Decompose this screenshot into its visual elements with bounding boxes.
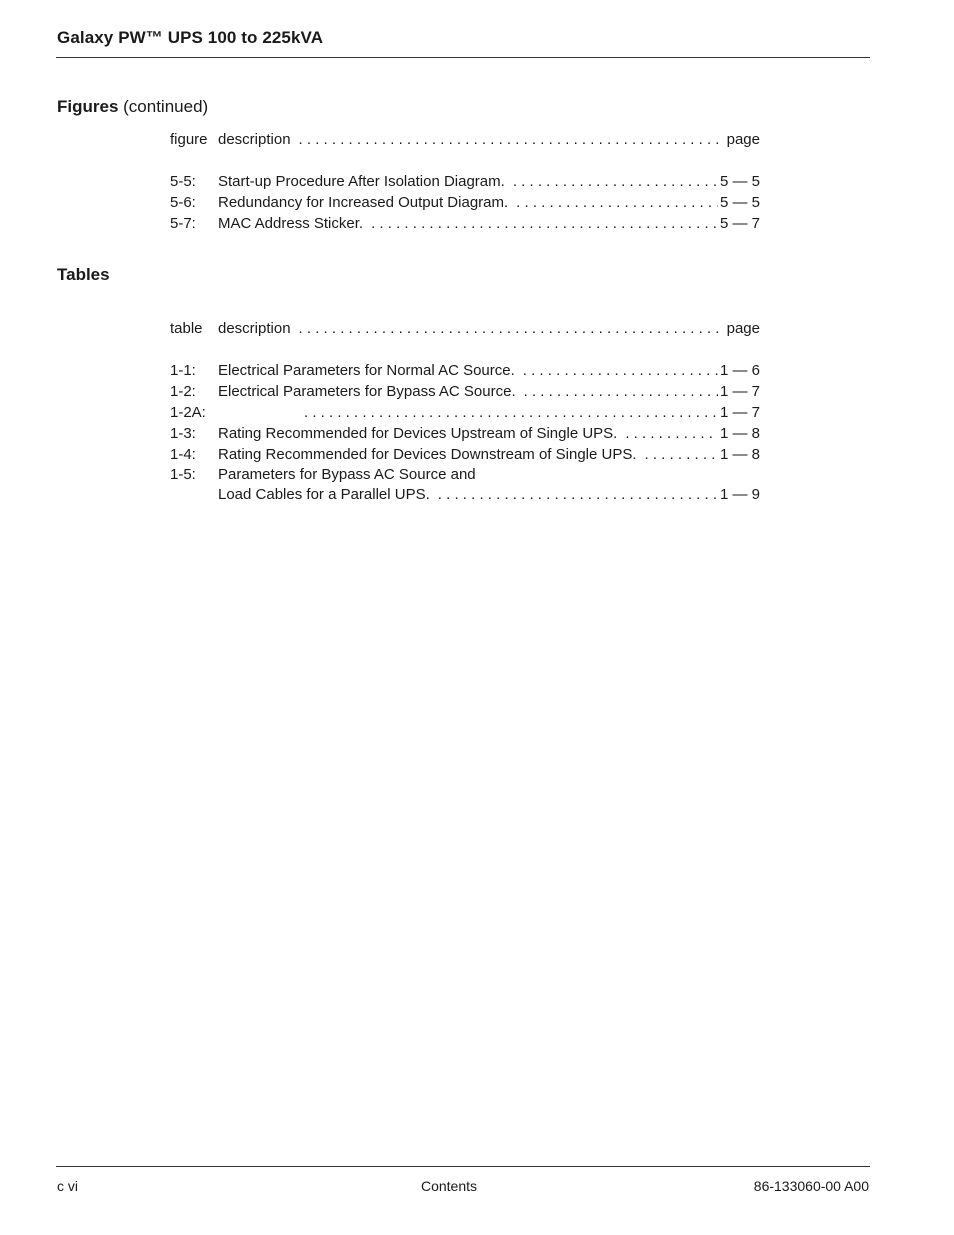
- entry-page: 1 — 9: [719, 486, 760, 503]
- tables-section-title: [57, 265, 110, 285]
- figures-heading: Figures: [57, 97, 119, 116]
- leader-dots: [299, 129, 725, 150]
- entry-number: 1-4:: [170, 446, 196, 463]
- col-description-label: description: [218, 320, 291, 337]
- col-figure-label: figure: [170, 131, 208, 148]
- leader-dots: [625, 423, 718, 444]
- header-rule: [56, 57, 870, 58]
- leader-dots: [513, 171, 718, 192]
- toc-entry[interactable]: [170, 192, 760, 213]
- footer-page-number: c vi: [57, 1178, 78, 1194]
- leader-dots: [371, 213, 718, 234]
- leader-dots: [523, 360, 718, 381]
- tables-toc: [170, 318, 760, 505]
- toc-entry[interactable]: [170, 402, 760, 423]
- entry-description: MAC Address Sticker.: [218, 215, 364, 232]
- entry-page: 5 — 7: [719, 215, 760, 232]
- toc-entry-continuation[interactable]: [170, 484, 760, 505]
- entry-number: 1-3:: [170, 425, 196, 442]
- entry-description: Rating Recommended for Devices Downstream of Single UPS.: [218, 446, 637, 463]
- entry-number: 1-1:: [170, 362, 196, 379]
- footer-document-number: 86-133060-00 A00: [753, 1178, 869, 1194]
- entry-page: 1 — 6: [719, 362, 760, 379]
- figures-column-header: [170, 129, 760, 150]
- leader-dots: [516, 192, 718, 213]
- entry-number: 1-5:: [170, 466, 196, 483]
- toc-entry[interactable]: [170, 444, 760, 465]
- footer-section-name: Contents: [420, 1178, 478, 1194]
- col-table-label: table: [170, 320, 203, 337]
- leader-dots: [645, 444, 718, 465]
- entry-description: Load Cables for a Parallel UPS.: [218, 486, 430, 503]
- entry-description: Rating Recommended for Devices Upstream of Single UPS.: [218, 425, 618, 442]
- entry-page: 1 — 7: [719, 404, 760, 421]
- entry-description: Electrical Parameters for Normal AC Source.: [218, 362, 515, 379]
- tables-heading: Tables: [57, 265, 110, 284]
- col-page-label: page: [726, 320, 760, 337]
- leader-dots: [438, 484, 718, 505]
- entry-number: 5-7:: [170, 215, 196, 232]
- figures-toc: [170, 129, 760, 234]
- toc-entry[interactable]: [170, 423, 760, 444]
- entry-page: 1 — 7: [719, 383, 760, 400]
- entry-number: 5-5:: [170, 173, 196, 190]
- leader-dots: [304, 402, 718, 423]
- col-page-label: page: [726, 131, 760, 148]
- entry-description: Electrical Parameters for Bypass AC Source.: [218, 383, 516, 400]
- footer-rule: [56, 1166, 870, 1167]
- entry-page: 5 — 5: [719, 194, 760, 211]
- toc-entry[interactable]: [170, 381, 760, 402]
- entry-description: Start-up Procedure After Isolation Diagram.: [218, 173, 505, 190]
- tables-column-header: [170, 318, 760, 339]
- toc-entry[interactable]: [170, 360, 760, 381]
- entry-description: Redundancy for Increased Output Diagram.: [218, 194, 509, 211]
- leader-dots: [524, 381, 718, 402]
- leader-dots: [299, 318, 725, 339]
- figures-section-title: [57, 97, 208, 117]
- figures-continued-label: (continued): [123, 97, 209, 116]
- toc-entry[interactable]: [170, 213, 760, 234]
- col-description-label: description: [218, 131, 291, 148]
- entry-page: 1 — 8: [719, 446, 760, 463]
- entry-number: 5-6:: [170, 194, 196, 211]
- toc-entry[interactable]: [170, 171, 760, 192]
- entry-number: 1-2A:: [170, 404, 206, 421]
- entry-page: 1 — 8: [719, 425, 760, 442]
- entry-page: 5 — 5: [719, 173, 760, 190]
- entry-number: 1-2:: [170, 383, 196, 400]
- toc-entry-multiline[interactable]: [170, 465, 760, 484]
- document-header-title: Galaxy PW™ UPS 100 to 225kVA: [57, 28, 324, 47]
- entry-description-line1: Parameters for Bypass AC Source and: [218, 466, 476, 483]
